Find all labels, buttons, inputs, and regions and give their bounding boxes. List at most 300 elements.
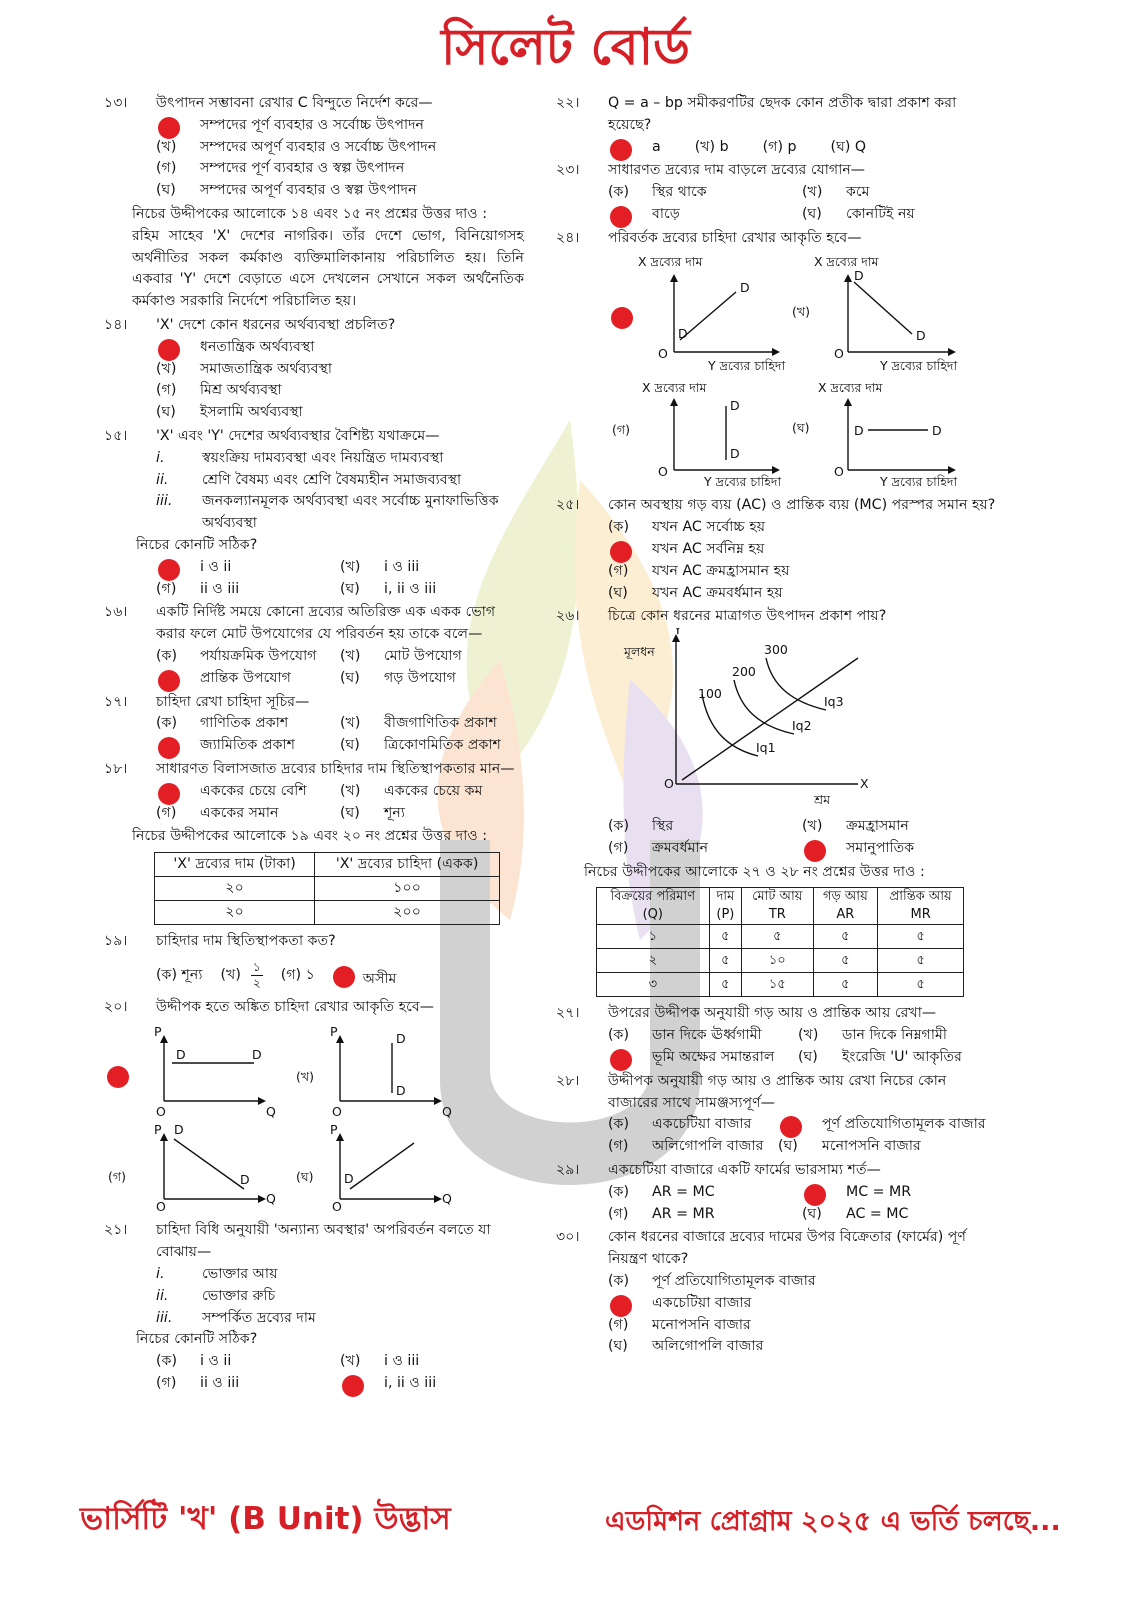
- option[interactable]: [608, 1315, 996, 1337]
- question-number: ২০।: [104, 998, 128, 1015]
- option-text: অলিগোপলি বাজার: [652, 1338, 764, 1355]
- correct-answer-dot: [158, 737, 180, 759]
- table-cell: ৫: [742, 925, 813, 949]
- header-line: মোট আয়: [752, 889, 803, 905]
- option-label: (গ): [608, 1316, 629, 1333]
- option-label: (খ): [340, 1353, 361, 1370]
- question-text: সাধারণত বিলাসজাত দ্রব্যের চাহিদার দাম স্থিতিস্থাপকতার মান—: [156, 760, 515, 777]
- expansion-path: [682, 658, 858, 780]
- option[interactable]: [281, 965, 315, 987]
- question-23: [556, 160, 996, 225]
- option[interactable]: [695, 137, 729, 159]
- table-cell: ৫: [709, 973, 741, 997]
- question-text: চাহিদার দাম স্থিতিস্থাপকতা কত?: [156, 933, 336, 950]
- axis-label-q: Q: [266, 1190, 276, 1206]
- statement-number: i.: [156, 449, 165, 466]
- option-text: পূর্ণ প্রতিযোগিতামূলক বাজার: [822, 1116, 986, 1133]
- isoquant-value: 100: [698, 686, 722, 702]
- option[interactable]: [608, 137, 661, 159]
- option-label: (গ): [156, 382, 177, 399]
- option[interactable]: [156, 668, 340, 690]
- option-text: একচেটিয়া বাজার: [652, 1294, 752, 1311]
- statement-text: ভোক্তার রুচি: [202, 1287, 276, 1304]
- demand-curve-options: [104, 1021, 484, 1211]
- correct-answer-dot: [158, 559, 180, 581]
- option[interactable]: [340, 735, 524, 757]
- header-line: (P): [716, 907, 735, 923]
- option[interactable]: [340, 1351, 524, 1373]
- question-13: [104, 93, 524, 202]
- option-label: (ঘ): [792, 419, 810, 435]
- option[interactable]: [608, 182, 802, 204]
- question-number: ২২।: [556, 95, 580, 111]
- fraction-numerator: ১: [252, 960, 261, 975]
- question-number: ২৪।: [556, 229, 580, 246]
- option-text: সম্পদের পূর্ণ ব্যবহার ও স্বল্প উৎপাদন: [200, 160, 405, 177]
- option[interactable]: [802, 1204, 996, 1226]
- table-cell: ২: [597, 949, 710, 973]
- option[interactable]: [156, 402, 524, 424]
- option-text: সমানুপাতিক: [846, 839, 915, 856]
- axis-label-o: O: [156, 1198, 166, 1211]
- option[interactable]: [156, 1373, 340, 1395]
- option[interactable]: [608, 816, 802, 838]
- option-text: শূন্য: [181, 966, 203, 983]
- options-grid: [156, 713, 524, 757]
- table-header: [878, 888, 964, 925]
- option-label: (গ): [108, 1168, 126, 1184]
- footer-unit-title: ভার্সিটি 'খ' (B Unit) উদ্ভাস: [80, 1501, 451, 1537]
- option-text: ii ও iii: [200, 1375, 240, 1392]
- option[interactable]: [156, 803, 340, 825]
- option[interactable]: [802, 204, 996, 226]
- table-header: [709, 888, 741, 925]
- question-text: একচেটিয়া বাজারে একটি ফার্মের ভারসাম্য শর্ত—: [608, 1161, 881, 1178]
- option[interactable]: [608, 561, 996, 583]
- table-header: [813, 888, 878, 925]
- option-label: (খ): [340, 647, 361, 664]
- option-text: AR = MR: [652, 1205, 715, 1222]
- graph-option-b[interactable]: [792, 254, 957, 373]
- table-cell: ৫: [813, 949, 878, 973]
- option-text: ক্রমহ্রাসমান: [846, 817, 909, 834]
- option-text: মনোপসনি বাজার: [822, 1138, 921, 1155]
- option-text: গড় উপযোগ: [384, 669, 456, 686]
- option[interactable]: [340, 803, 524, 825]
- question-number: ২৮।: [556, 1072, 580, 1089]
- option-label: (খ): [802, 817, 823, 834]
- option[interactable]: [340, 781, 524, 803]
- correct-answer-dot: [158, 783, 180, 805]
- option[interactable]: [156, 1351, 340, 1373]
- option-text: জ্যামিতিক প্রকাশ: [200, 737, 296, 754]
- question-text: চাহিদা বিধি অনুযায়ী 'অন্যান্য অবস্থার' অপরিবর্তন বলতে যা বোঝায়—: [156, 1222, 491, 1261]
- option[interactable]: [608, 1047, 798, 1069]
- statement-text: জনকল্যানমূলক অর্থব্যবস্থা এবং সর্বোচ্চ মুনাফাভিত্তিক অর্থব্যবস্থা: [202, 493, 499, 532]
- options-grid: [608, 182, 996, 226]
- option[interactable]: [608, 838, 802, 860]
- option[interactable]: [340, 579, 524, 601]
- correct-answer-dot: [780, 1116, 802, 1138]
- question-text: চিত্রে কোন ধরনের মাত্রাগত উৎপাদন প্রকাশ পায়?: [608, 608, 887, 625]
- axis-label-o: O: [834, 345, 844, 361]
- statement-number: i.: [156, 1266, 165, 1283]
- option-label: (ঘ): [156, 404, 176, 421]
- option[interactable]: [798, 1047, 996, 1069]
- graph-option-d[interactable]: [792, 380, 957, 486]
- option[interactable]: [156, 781, 340, 803]
- isoquant-label: Iq1: [756, 740, 776, 756]
- option-text: MC = MR: [846, 1183, 912, 1200]
- table-row: [597, 949, 964, 973]
- option-text: যখন AC ক্রমহ্রাসমান হয়: [652, 562, 790, 579]
- option-label: (গ): [608, 1138, 629, 1155]
- isoquant-iq3: [766, 658, 826, 710]
- option[interactable]: [156, 158, 524, 180]
- option[interactable]: [156, 180, 524, 202]
- graph-option-b[interactable]: [296, 1024, 452, 1119]
- option[interactable]: [798, 1025, 996, 1047]
- option-text: স্থির: [652, 817, 674, 834]
- option[interactable]: [156, 735, 340, 757]
- y-axis-label: X দ্রব্যের দাম: [814, 253, 879, 269]
- curve-label-d: D: [730, 445, 740, 461]
- table-header-row: [597, 888, 964, 925]
- option[interactable]: [608, 1336, 996, 1358]
- table-cell: ৫: [709, 949, 741, 973]
- curve-label-d: D: [730, 397, 740, 413]
- curve-label-d: D: [252, 1046, 262, 1062]
- stimulus-14-15: [104, 204, 524, 313]
- question-text: পরিবর্তক দ্রব্যের চাহিদা রেখার আকৃতি হবে—: [608, 229, 862, 246]
- question-text: উদ্দীপক অনুযায়ী গড় আয় ও প্রান্তিক আয় রেখা নিচের কোন বাজারের সাথে সামঞ্জস্যপূর্ণ—: [608, 1072, 947, 1111]
- option-label: (ঘ): [798, 1048, 818, 1065]
- statement: [156, 448, 524, 470]
- correct-answer-dot: [342, 1375, 364, 1397]
- correct-answer-dot: [610, 1295, 632, 1317]
- option[interactable]: [340, 646, 524, 668]
- option[interactable]: [156, 557, 340, 579]
- option-label: (গ): [280, 966, 302, 983]
- option[interactable]: [608, 517, 996, 539]
- option-text: a: [652, 138, 661, 155]
- question-number: ২৬।: [556, 608, 580, 625]
- option[interactable]: [802, 838, 996, 860]
- table-header-row: [155, 853, 500, 877]
- option-text: Q: [854, 138, 867, 155]
- isoquant-label: Iq3: [824, 694, 844, 710]
- stimulus-27-28: [556, 862, 996, 998]
- table-cell: ২০: [155, 901, 315, 925]
- option-label: (ক): [608, 184, 629, 201]
- curve-label-d: D: [396, 1082, 406, 1098]
- option[interactable]: [156, 359, 524, 381]
- option[interactable]: [340, 668, 524, 690]
- options-grid: [608, 1114, 996, 1158]
- question-26: [556, 606, 996, 859]
- statement: [156, 1264, 524, 1286]
- option[interactable]: [340, 713, 524, 735]
- options-grid: [156, 781, 524, 825]
- table-header: 'X' দ্রব্যের চাহিদা (একক): [315, 853, 500, 877]
- option-text: প্রান্তিক উপযোগ: [200, 669, 291, 686]
- option-label: (ক): [608, 1183, 629, 1200]
- option[interactable]: [608, 1025, 798, 1047]
- question-22: [556, 93, 996, 158]
- option-text: i, ii ও iii: [384, 580, 437, 597]
- option-label: (খ): [792, 303, 810, 319]
- option-text: ইংরেজি 'U' আকৃতির: [842, 1048, 962, 1065]
- option-label: (গ): [608, 839, 629, 856]
- question-number: ২৯।: [556, 1161, 580, 1178]
- option-text: মনোপসনি বাজার: [652, 1316, 751, 1333]
- table-cell: ৫: [813, 973, 878, 997]
- option[interactable]: [340, 1373, 524, 1395]
- option[interactable]: [802, 816, 996, 838]
- option-label: (খ): [694, 138, 716, 155]
- question-number: ১৮।: [104, 760, 128, 777]
- option-label: (ঘ): [608, 584, 628, 601]
- axis-label-p: P: [154, 1023, 162, 1039]
- curve-label-d: D: [854, 422, 864, 438]
- table-cell: ১০: [742, 949, 813, 973]
- question-18: [104, 759, 524, 824]
- stimulus-heading: নিচের উদ্দীপকের আলোকে ১৯ এবং ২০ নং প্রশ্নের উত্তর দাও :: [132, 828, 488, 845]
- correct-answer-dot: [333, 966, 355, 988]
- option-label: (গ): [608, 562, 629, 579]
- option[interactable]: [608, 204, 802, 226]
- question-24: [556, 228, 996, 494]
- option[interactable]: [778, 1114, 996, 1136]
- header-line: প্রান্তিক আয়: [889, 889, 952, 905]
- question-text: কোন ধরনের বাজারে দ্রব্যের দামের উপর বিক্রেতার (ফার্মের) পূর্ণ নিয়ন্ত্রণ থাকে?: [608, 1229, 967, 1268]
- option-label: (ক): [608, 817, 629, 834]
- axis-label-o: O: [658, 463, 668, 479]
- option[interactable]: [340, 557, 524, 579]
- graph-option-c[interactable]: [108, 1122, 276, 1211]
- axis-label-q: Q: [442, 1190, 452, 1206]
- option[interactable]: [608, 1293, 996, 1315]
- option-text: এককের চেয়ে কম: [384, 782, 483, 799]
- option-label: (খ): [156, 360, 177, 377]
- option-text: সমাজতান্ত্রিক অর্থব্যবস্থা: [200, 360, 333, 377]
- option-label: (ঘ): [156, 182, 176, 199]
- option[interactable]: [763, 137, 797, 159]
- axis-label-o: O: [658, 345, 668, 361]
- option-label: (ঘ): [778, 1138, 798, 1155]
- axis-label-y: Y: [674, 628, 682, 638]
- table-row: [155, 901, 500, 925]
- page-title: সিলেট বোর্ড: [441, 18, 690, 76]
- option-text: AC = MC: [846, 1205, 909, 1222]
- question-text: সাধারণত দ্রব্যের দাম বাড়লে দ্রব্যের যোগান—: [608, 162, 865, 179]
- option-text: ডান দিকে নিম্নগামী: [842, 1027, 947, 1044]
- question-text: চাহিদা রেখা চাহিদা সূচির—: [156, 693, 310, 710]
- option-label: (খ): [798, 1027, 819, 1044]
- statement: [156, 491, 524, 535]
- question-number: ২৩।: [556, 162, 580, 179]
- options-grid: [156, 1351, 524, 1395]
- curve-label-d: D: [932, 422, 942, 438]
- revenue-table: [596, 887, 964, 997]
- demand-table: [154, 852, 500, 925]
- question-text: উৎপাদন সম্ভাবনা রেখার C বিন্দুতে নির্দেশ করে—: [156, 95, 433, 111]
- option-text: i, ii ও iii: [384, 1375, 437, 1392]
- header-line: AR: [836, 907, 855, 923]
- table-cell: ৫: [709, 925, 741, 949]
- option-label: (ঘ): [296, 1168, 314, 1184]
- curve-label-d: D: [176, 1046, 186, 1062]
- option-text: ভূমি অক্ষের সমান্তরাল: [652, 1048, 775, 1065]
- question-14: [104, 315, 524, 424]
- graph-option-c[interactable]: [612, 380, 781, 486]
- option-text: সম্পদের পূর্ণ ব্যবহার ও সর্বোচ্চ উৎপাদন: [200, 116, 425, 133]
- stimulus-text: রহিম সাহেব 'X' দেশের নাগরিক। তাঁর দেশে ভোগ, বিনিয়োগসহ অর্থনীতির সকল কর্মকাণ্ড ব্যক্তিমালিকানায় পরিচালিত হয়। তিনি একবার 'Y' দেশে বেড়াতে এসে দেখলেন সেখানে সকল অর্থনৈতিক কর্মকাণ্ড সরকারি নির্দেশে পরিচালিত হয়।: [132, 227, 524, 310]
- question-number: ১৯।: [104, 933, 128, 950]
- option-text: মিশ্র অর্থব্যবস্থা: [200, 382, 282, 399]
- question-29: [556, 1160, 996, 1225]
- question-number: ২১।: [104, 1222, 128, 1239]
- header-line: গড় আয়: [823, 889, 868, 905]
- options-grid: [156, 646, 524, 690]
- graph-option-d[interactable]: [296, 1122, 452, 1211]
- header-line: (Q): [642, 907, 663, 923]
- axis-label-o: O: [834, 463, 844, 479]
- graph-option-a[interactable]: [154, 1024, 276, 1119]
- question-20: [104, 997, 524, 1219]
- option[interactable]: [156, 137, 524, 159]
- axis-label-p: P: [154, 1121, 162, 1137]
- y-axis-label: মূলধন: [624, 644, 655, 660]
- option-text: পর্যায়ক্রমিক উপযোগ: [200, 647, 317, 664]
- option-label: (গ): [156, 804, 177, 821]
- table-row: [597, 973, 964, 997]
- graph-option-a[interactable]: [638, 254, 785, 373]
- option[interactable]: [608, 1114, 778, 1136]
- axis-label-p: P: [330, 1121, 338, 1137]
- footer-admission-notice: এডমিশন প্রোগ্রাম ২০২৫ এ ভর্তি চলছে...: [605, 1506, 1061, 1537]
- option-label: (ঘ): [830, 138, 851, 155]
- option[interactable]: [156, 646, 340, 668]
- statement-number: iii.: [156, 493, 173, 510]
- option[interactable]: [608, 1136, 778, 1158]
- statement-number: ii.: [156, 1287, 169, 1304]
- option-text: এককের চেয়ে বেশি: [200, 782, 307, 799]
- table-cell: ১৫: [742, 973, 813, 997]
- correct-answer-dot: [611, 307, 633, 329]
- option-text: i ও iii: [384, 558, 420, 575]
- statement: [156, 470, 524, 492]
- correct-answer-dot: [610, 1049, 632, 1071]
- option[interactable]: [778, 1136, 996, 1158]
- isoquant-graph: [608, 628, 928, 808]
- option-label: (ক): [608, 1027, 629, 1044]
- option-text: কোনটিই নয়: [846, 205, 915, 222]
- option-label: (ক): [608, 519, 629, 536]
- x-axis-label: শ্রম: [814, 792, 831, 808]
- substitute-demand-options: [556, 250, 976, 486]
- option-text: বীজগাণিতিক প্রকাশ: [384, 715, 497, 732]
- option[interactable]: [333, 961, 397, 991]
- option[interactable]: [221, 960, 263, 991]
- option[interactable]: [608, 1271, 996, 1293]
- option-text: অলিগোপলি বাজার: [652, 1138, 764, 1155]
- option[interactable]: [156, 115, 524, 137]
- option-text: এককের সমান: [200, 804, 279, 821]
- curve-label-d: D: [854, 267, 864, 283]
- axis-label-q: Q: [266, 1103, 276, 1119]
- y-axis-label: X দ্রব্যের দাম: [638, 253, 703, 269]
- option[interactable]: [831, 137, 867, 159]
- option[interactable]: [156, 713, 340, 735]
- x-axis-label: Y দ্রব্যের চাহিদা: [708, 357, 786, 373]
- question-19: [104, 931, 524, 995]
- option-label: (ক): [156, 1353, 177, 1370]
- table-cell: ৩: [597, 973, 710, 997]
- option-label: (খ): [220, 966, 241, 983]
- table-cell: ৫: [878, 949, 964, 973]
- option-text: শূন্য: [384, 804, 405, 821]
- correct-answer-dot: [804, 1184, 826, 1206]
- option-text: একচেটিয়া বাজার: [652, 1116, 752, 1133]
- table-header: 'X' দ্রব্যের দাম (টাকা): [155, 853, 315, 877]
- option-label: (ঘ): [340, 804, 360, 821]
- option[interactable]: [802, 1182, 996, 1204]
- option-label: (ক): [608, 1116, 629, 1133]
- question-25: [556, 495, 996, 604]
- option-text: ii ও iii: [200, 580, 240, 597]
- option[interactable]: [608, 583, 996, 605]
- option[interactable]: [608, 539, 996, 561]
- correct-answer-dot: [610, 139, 632, 161]
- options-row: [608, 137, 996, 159]
- option[interactable]: [156, 380, 524, 402]
- question-text: উদ্দীপক হতে অঙ্কিত চাহিদা রেখার আকৃতি হবে—: [156, 998, 434, 1015]
- option[interactable]: [608, 1204, 802, 1226]
- y-axis-label: X দ্রব্যের দাম: [818, 379, 883, 395]
- option-label: (খ): [296, 1068, 314, 1084]
- options-grid: [608, 816, 996, 860]
- statement-number: iii.: [156, 1309, 173, 1326]
- curve-label-d: D: [174, 1121, 184, 1137]
- option[interactable]: [608, 1182, 802, 1204]
- fraction-denominator: ২: [252, 976, 261, 991]
- table-row: [597, 925, 964, 949]
- ask-text: নিচের কোনটি সঠিক?: [136, 536, 258, 553]
- isoquant-value: 200: [732, 664, 756, 680]
- x-axis-label: Y দ্রব্যের চাহিদা: [704, 473, 782, 486]
- question-number: ৩০।: [556, 1229, 580, 1246]
- question-text: একটি নির্দিষ্ট সময়ে কোনো দ্রব্যের অতিরিক্ত এক একক ভোগ করার ফলে মোট উপযোগের যে পরিবর্তন হয় তাকে বলে—: [156, 604, 496, 643]
- option-label: (গ): [156, 160, 177, 177]
- option[interactable]: [156, 337, 524, 359]
- curve-label-d: D: [678, 325, 688, 341]
- question-text: 'X' দেশে কোন ধরনের অর্থব্যবস্থা প্রচলিত?: [156, 316, 396, 333]
- option-label: (ঘ): [340, 580, 360, 597]
- ask-text: নিচের কোনটি সঠিক?: [136, 1331, 258, 1348]
- option[interactable]: [156, 965, 203, 987]
- option-text: ইসলামি অর্থব্যবস্থা: [200, 404, 303, 421]
- correct-answer-dot: [610, 206, 632, 228]
- option[interactable]: [156, 579, 340, 601]
- correct-answer-dot: [158, 117, 180, 139]
- option-text: যখন AC ক্রমবর্ধমান হয়: [652, 584, 783, 601]
- option[interactable]: [802, 182, 996, 204]
- correct-answer-dot: [610, 541, 632, 563]
- option-label: (ক): [156, 715, 177, 732]
- option-label: (খ): [802, 184, 823, 201]
- option-text: p: [787, 138, 797, 155]
